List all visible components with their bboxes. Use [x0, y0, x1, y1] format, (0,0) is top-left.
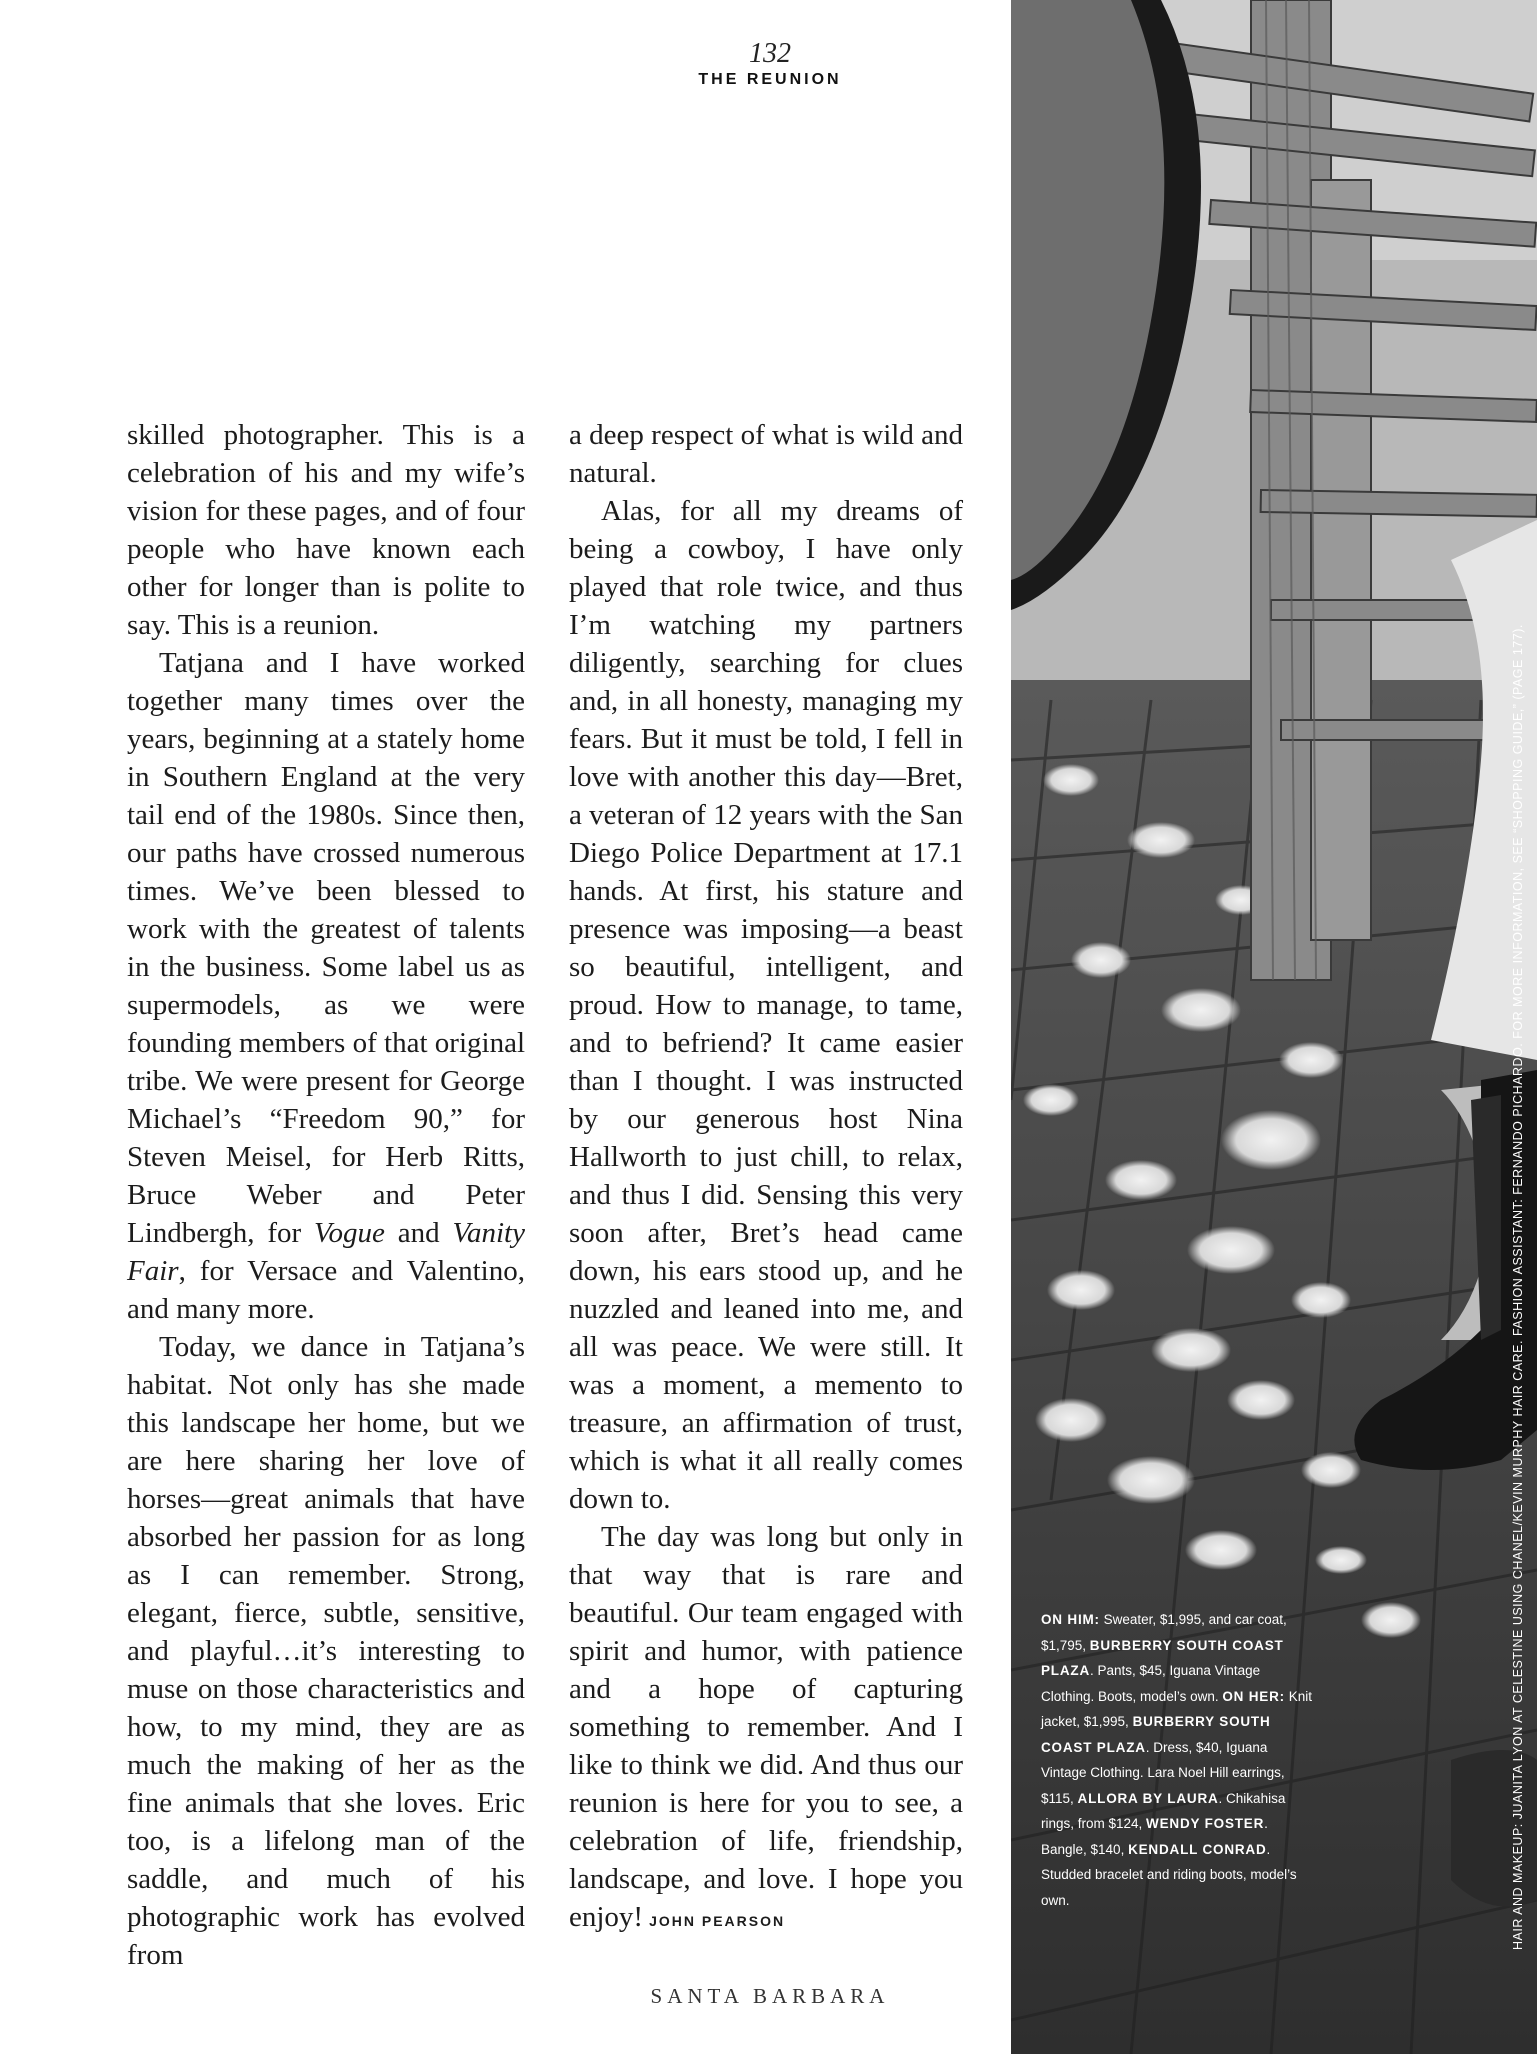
paragraph: Alas, for all my dreams of being a cowboy, I have only played that role twice, and thus I’m watching my partners diligently, searching for clues and, in all honesty, managing my fears. But it must be told, I fell in love with another this day—Bret, a veteran of 12 years with the San Diego Police Department at 17.1 hands. At first, his stature and presence was imposing—a beast so beautiful, intelligent, and proud. How to manage, to tame, and to befriend? It came easier than I thought. I was instructed by our generous host Nina Hallworth to just chill, to relax, and thus I did. Sensing this very soon after, Bret’s head came down, his ears stood up, and he nuzzled and leaned into me, and all was peace. We were still. It was a moment, a memento to treasure, an affirmation of trust, which is what it all really comes down to.: [569, 495, 963, 1515]
caption-brand: BURBERRY SOUTH COAST PLAZA: [1041, 1714, 1271, 1755]
caption-text: . Pants, $45, Iguana Vintage Clothing. Boots, model’s own.: [1041, 1663, 1261, 1704]
magazine-title-vanity-fair: Vanity Fair: [127, 1217, 525, 1287]
paragraph-text: Tatjana and I have worked together many times over the years, beginning at a stately home in Southern England at the very tail end of the 1980s. Since then, our paths have crossed numerous times. We’ve been blessed to work with the greatest of talents in the business. Some label us as supermodels, as we were founding members of that original tribe. We were present for George Michael’s “Freedom 90,” for Steven Meisel, for Herb Ritts, Bruce Weber and Peter Lindbergh, for: [127, 647, 525, 1249]
caption-text: . Dress, $40, Iguana Vintage Clothing. Lara Noel Hill earrings, $115,: [1041, 1739, 1285, 1806]
paragraph: a deep respect of what is wild and natural.: [569, 419, 963, 489]
paragraph-text: , for Versace and Valentino, and many more.: [127, 1255, 525, 1325]
caption-text: Knit jacket, $1,995,: [1041, 1688, 1312, 1729]
paragraph: [127, 644, 525, 1328]
caption-brand: BURBERRY SOUTH COAST PLAZA: [1041, 1637, 1284, 1678]
article-column-1: [127, 416, 525, 1974]
photo-credit: HAIR AND MAKEUP: JUANITA LYON AT CELESTINE USING CHANEL/KEVIN MURPHY HAIR CARE. FASHION ASSISTANT: FERNANDO PICHARDO. FOR MORE INFORMATION, SEE “SHOPPING GUIDE,” (PAGE 177).: [1511, 624, 1525, 1950]
caption-label-her: ON HER:: [1222, 1688, 1285, 1704]
paragraph-text: The day was long but only in that way that is rare and beautiful. Our team engaged with spirit and humor, with patience and a hope of capturing something to remember. And I like to think we did. And thus our reunion is here for you to see, a celebration of life, friendship, landscape, and love. I hope you enjoy!: [569, 1521, 963, 1933]
magazine-footer: SANTA BARBARA: [650, 1984, 890, 2008]
caption-text: . Bangle, $140,: [1041, 1816, 1268, 1857]
photo-caption: [1041, 1607, 1316, 1913]
magazine-title-vogue: Vogue: [314, 1217, 385, 1249]
paragraph: [569, 1518, 963, 1940]
caption-text: . Studded bracelet and riding boots, model’s own.: [1041, 1841, 1297, 1908]
caption-brand: WENDY FOSTER: [1146, 1816, 1265, 1831]
paragraph: skilled photographer. This is a celebration of his and my wife’s vision for these pages, and of four people who have known each other for longer than is polite to say. This is a reunion.: [127, 419, 525, 641]
page-header: [600, 38, 940, 90]
paragraph-text: and: [384, 1217, 453, 1249]
caption-text: . Chikahisa rings, from $124,: [1041, 1790, 1286, 1831]
section-title: THE REUNION: [698, 71, 842, 88]
article-column-2: [569, 416, 963, 1940]
caption-text: Sweater, $1,995, and car coat, $1,795,: [1041, 1612, 1287, 1653]
paragraph: Today, we dance in Tatjana’s habitat. Not only has she made this landscape her home, but we are here sharing her love of horses—great animals that have absorbed her passion for as long as I can remember. Strong, elegant, fierce, subtle, sensitive, and playful…it’s interesting to muse on those characteristics and how, to my mind, they are as much the making of her as the fine animals that she loves. Eric too, is a lifelong man of the saddle, and much of his photographic work has evolved from: [127, 1331, 525, 1971]
caption-label-him: ON HIM:: [1041, 1612, 1100, 1627]
caption-brand: KENDALL CONRAD: [1128, 1841, 1267, 1857]
page-number: 132: [749, 38, 791, 69]
author-signature: JOHN PEARSON: [649, 1913, 786, 1929]
caption-brand: ALLORA BY LAURA: [1077, 1790, 1219, 1806]
